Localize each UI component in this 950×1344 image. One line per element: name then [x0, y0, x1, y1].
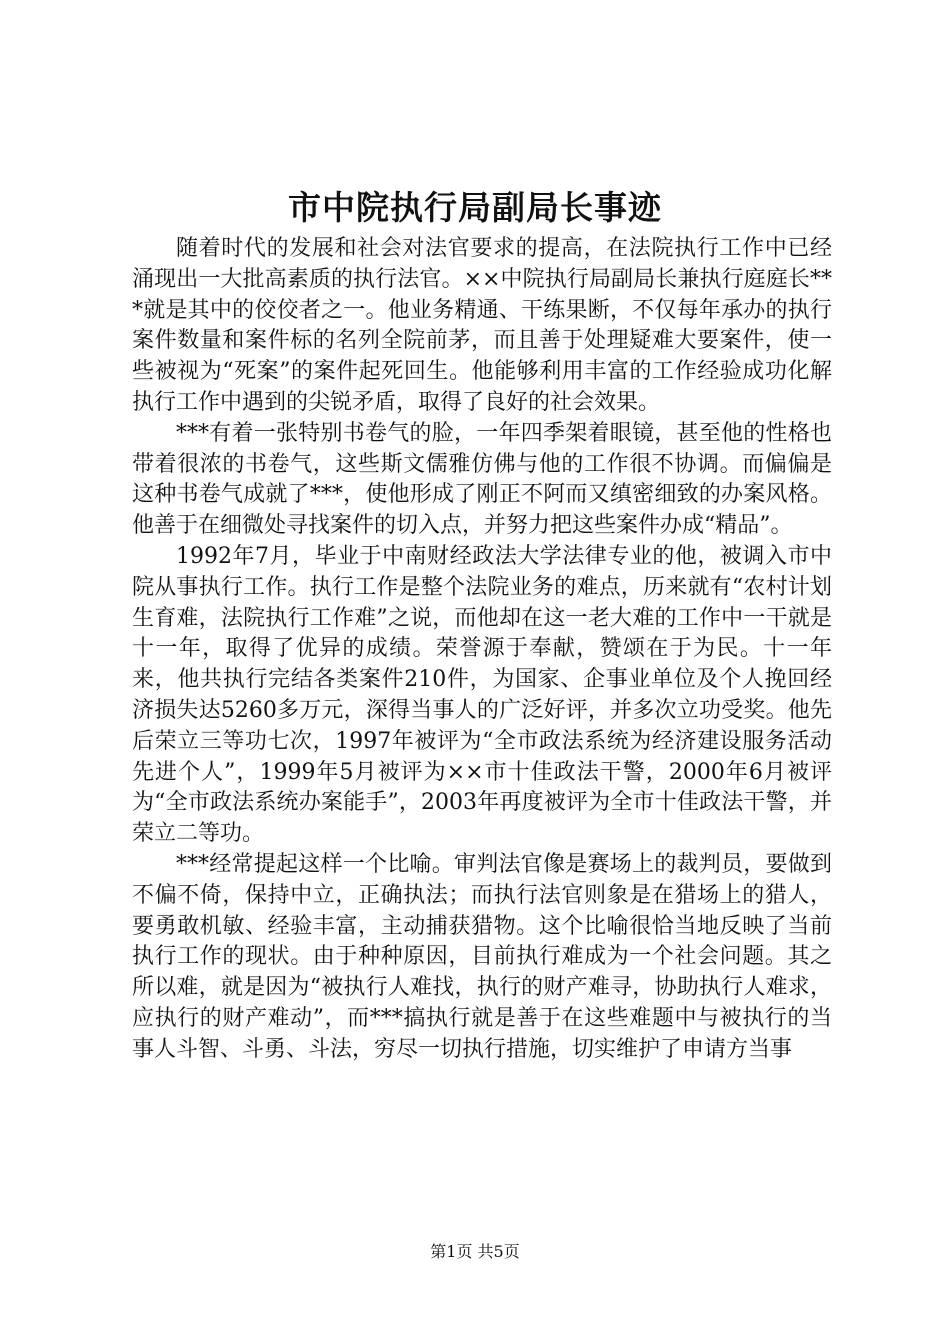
paragraph: 随着时代的发展和社会对法官要求的提高，在法院执行工作中已经涌现出一大批高素质的执行法官。××中院执行局副局长兼执行庭庭长***就是其中的佼佼者之一。他业务精通、干练果断，不仅每年承办的执行案件数量和案件标的名列全院前茅，而且善于处理疑难大要案件，使一些被视为“死案”的案件起死回生。他能够利用丰富的工作经验成功化解执行工作中遇到的尖锐矛盾，取得了良好的社会效果。: [132, 236, 832, 415]
paragraph: 1992年7月，毕业于中南财经政法大学法律专业的他，被调入市中院从事执行工作。执行工作是整个法院业务的难点，历来就有“农村计划生育难，法院执行工作难”之说，而他却在这一老大难的工作中一干就是十一年，取得了优异的成绩。荣誉源于奉献，赞颂在于为民。十一年来，他共执行完结各类案件210件，为国家、企事业单位及个人挽回经济损失达5260多万元，深得当事人的广泛好评，并多次立功受奖。他先后荣立三等功七次，1997年被评为“全市政法系统为经济建设服务活动先进个人”，1999年5月被评为××市十佳政法干警，2000年6月被评为“全市政法系统办案能手”，2003年再度被评为全市十佳政法干警，并荣立二等功。: [132, 543, 832, 847]
paragraph: ***经常提起这样一个比喻。审判法官像是赛场上的裁判员，要做到不偏不倚，保持中立，正确执法；而执行法官则象是在猎场上的猎人，要勇敢机敏、经验丰富，主动捕获猎物。这个比喻很恰当地反映了当前执行工作的现状。由于种种原因，目前执行难成为一个社会问题。其之所以难，就是因为“被执行人难找，执行的财产难寻，协助执行人难求，应执行的财产难动”，而***搞执行就是善于在这些难题中与被执行的当事人斗智、斗勇、斗法，穷尽一切执行措施，切实维护了申请方当事: [132, 851, 832, 1062]
document-title: 市中院执行局副局长事迹: [288, 188, 662, 227]
page-number-footer: 第1页 共5页: [430, 1242, 520, 1261]
paragraph: ***有着一张特别书卷气的脸，一年四季架着眼镜，甚至他的性格也带着很浓的书卷气，这些斯文儒雅仿佛与他的工作很不协调。而偏偏是这种书卷气成就了***，使他形成了刚正不阿而又缜密细致的办案风格。他善于在细微处寻找案件的切入点，并努力把这些案件办成“精品”。: [132, 420, 832, 539]
document-body: [132, 234, 832, 1066]
